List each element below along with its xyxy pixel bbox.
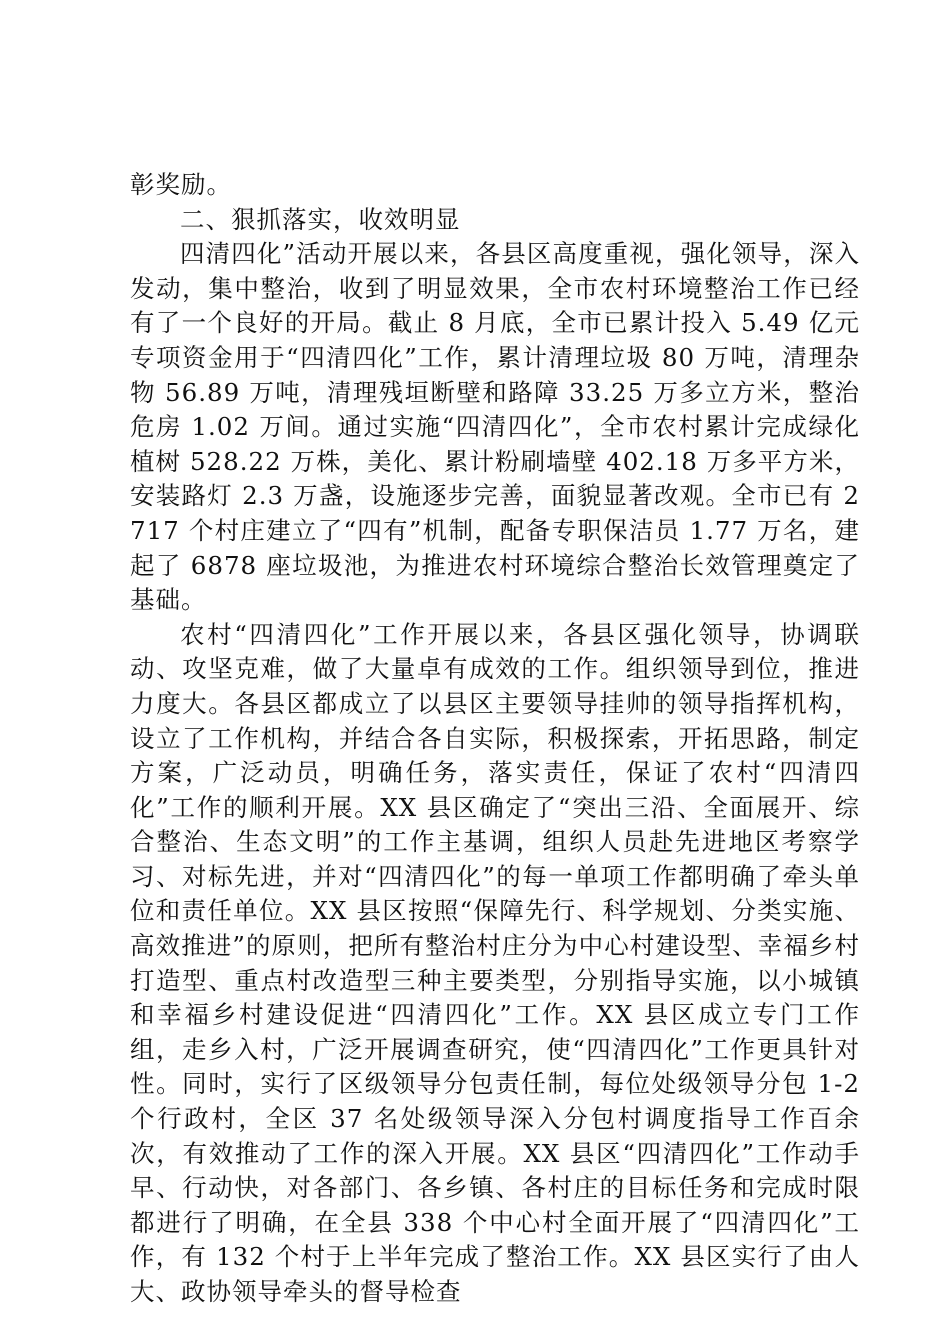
paragraph-continuation: 彰奖励。 bbox=[130, 170, 232, 199]
document-body bbox=[130, 168, 860, 1310]
paragraph-results: 四清四化”活动开展以来，各县区高度重视，强化领导，深入发动，集中整治，收到了明显效果，全市农村环境整治工作已经有了一个良好的开局。截止 8 月底，全市已累计投入 5.49 亿元专项资金用于“四清四化”工作，累计清理垃圾 80 万吨，清理杂物 56.89 万吨，清理残垣断壁和路障 33.25 万多立方米，整治危房 1.02 万间。通过实施“四清四化”，全市农村累计完成绿化植树 528.22 万株，美化、累计粉刷墙壁 402.18 万多平方米，安装路灯 2.3 万盏，设施逐步完善，面貌显著改观。全市已有 2717 个村庄建立了“四有”机制，配备专职保洁员 1.77 万名，建起了 6878 座垃圾池，为推进农村环境综合整治长效管理奠定了基础。 bbox=[130, 239, 860, 615]
paragraph-county-work: 农村“四清四化”工作开展以来，各县区强化领导，协调联动、攻坚克难，做了大量卓有成效的工作。组织领导到位，推进力度大。各县区都成立了以县区主要领导挂帅的领导指挥机构，设立了工作机构，并结合各自实际，积极探索，开拓思路，制定方案，广泛动员，明确任务，落实责任，保证了农村“四清四化”工作的顺利开展。XX 县区确定了“突出三沿、全面展开、综合整治、生态文明”的工作主基调，组织人员赴先进地区考察学习、对标先进，并对“四清四化”的每一单项工作都明确了牵头单位和责任单位。XX 县区按照“保障先行、科学规划、分类实施、高效推进”的原则，把所有整治村庄分为中心村建设型、幸福乡村打造型、重点村改造型三种主要类型，分别指导实施，以小城镇和幸福乡村建设促进“四清四化”工作。XX 县区成立专门工作组，走乡入村，广泛开展调查研究，使“四清四化”工作更具针对性。同时，实行了区级领导分包责任制，每位处级领导分包 1-2 个行政村，全区 37 名处级领导深入分包村调度指导工作百余次，有效推动了工作的深入开展。XX 县区“四清四化”工作动手早、行动快，对各部门、各乡镇、各村庄的目标任务和完成时限都进行了明确，在全县 338 个中心村全面开展了“四清四化”工作，有 132 个村于上半年完成了整治工作。XX 县区实行了由人大、政协领导牵头的督导检查 bbox=[130, 619, 860, 1306]
section-heading: 二、狠抓落实，收效明显 bbox=[180, 204, 461, 234]
